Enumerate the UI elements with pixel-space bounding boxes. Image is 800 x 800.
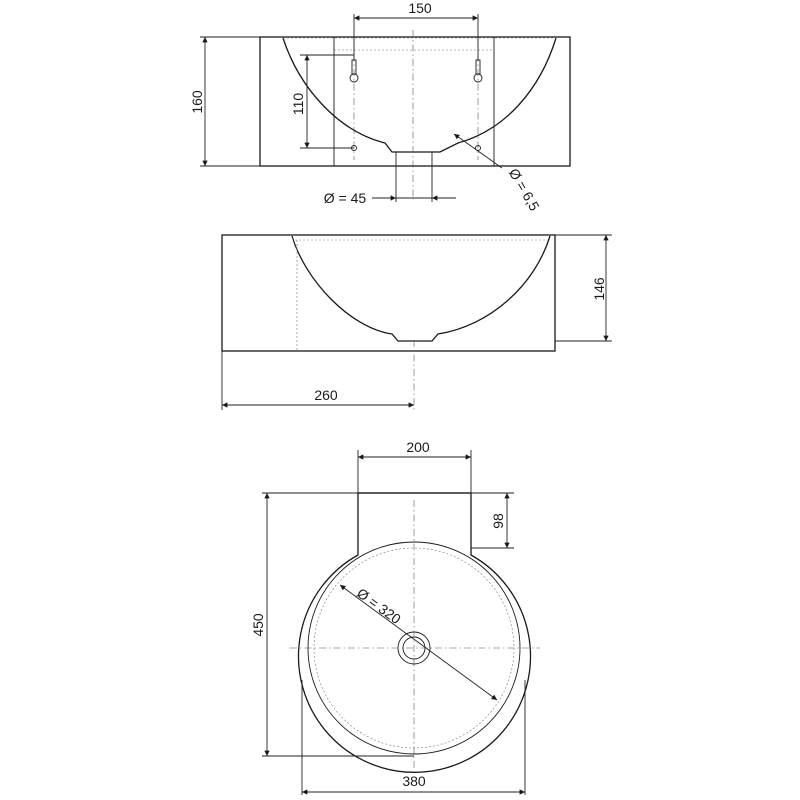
dim-150: 150 — [408, 0, 432, 16]
mounting-plate — [334, 37, 494, 166]
dim-drain-diameter: Ø = 45 — [323, 190, 367, 206]
side-view — [222, 235, 612, 410]
dim-bowl-diameter: Ø = 320 — [353, 584, 404, 628]
front-view — [189, 0, 570, 214]
dim-450: 450 — [250, 613, 266, 637]
plan-view — [250, 439, 540, 795]
dim-hole-diameter: Ø = 6,5 — [505, 165, 543, 214]
dim-260: 260 — [314, 387, 338, 403]
side-bowl-curve — [292, 236, 550, 341]
dim-110: 110 — [290, 92, 306, 116]
dim-380: 380 — [402, 773, 426, 789]
plan-outline — [299, 493, 531, 772]
dim-160: 160 — [189, 90, 205, 114]
dim-200: 200 — [406, 439, 430, 455]
dim-98: 98 — [490, 513, 506, 529]
dim-146: 146 — [591, 277, 607, 301]
front-view-outline — [260, 37, 570, 166]
